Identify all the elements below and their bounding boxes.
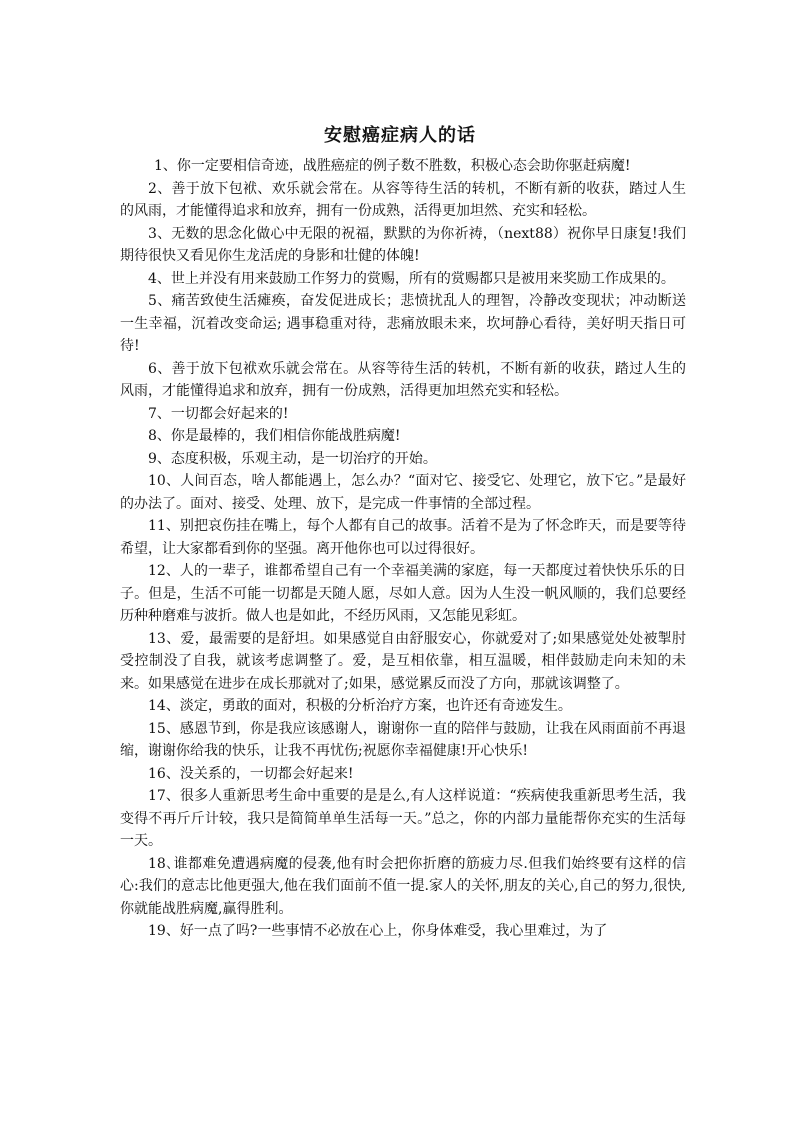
paragraph-12: 12、人的一辈子，谁都希望自己有一个幸福美满的家庭，每一天都度过着快快乐乐的日子。但是，生活不可能一切都是天随人愿，尽如人意。因为人生没一帆风顺的，我们总要经历种种磨难与波折。做人也是如此，不经历风雨，又怎能见彩虹。 [120,563,686,624]
document-body [120,155,686,943]
paragraph-5: 5、痛苦致使生活瘫痪，奋发促进成长；悲愤扰乱人的理智，冷静改变现状；冲动断送一生幸福，沉着改变命运; 遇事稳重对待，悲痛放眼未来，坎坷静心看待，美好明天指日可待! [120,293,686,354]
paragraph-7: 7、一切都会好起来的! [148,405,289,422]
paragraph-17: 17、很多人重新思考生命中重要的是是么,有人这样说道：“疾病使我重新思考生活，我变得不再斤斤计较，我只是简简单单生活每一天。”总之，你的内部力量能帮你充实的生活每一天。 [120,788,686,849]
paragraph-1: 1、你一定要相信奇迹，战胜癌症的例子数不胜数，积极心态会助你驱赶病魔! [154,158,631,174]
paragraph-10: 10、人间百态，啥人都能遇上，怎么办？“面对它、接受它、处理它，放下它。”是最好的办法了。面对、接受、处理、放下，是完成一件事情的全部过程。 [120,473,686,512]
paragraph-8: 8、你是最棒的，我们相信你能战胜病魔! [148,428,401,444]
paragraph-9: 9、态度积极，乐观主动，是一切治疗的开始。 [148,450,437,467]
paragraph-6: 6、善于放下包袱欢乐就会常在。从容等待生活的转机，不断有新的收获，踏过人生的风雨，才能懂得追求和放弃，拥有一份成熟，活得更加坦然充实和轻松。 [120,360,686,399]
paragraph-4: 4、世上并没有用来鼓励工作努力的赏赐，所有的赏赐都只是被用来奖励工作成果的。 [148,270,675,287]
paragraph-11: 11、别把哀伤挂在嘴上，每个人都有自己的故事。活着不是为了怀念昨天，而是要等待希望，让大家都看到你的坚强。离开他你也可以过得很好。 [120,518,686,557]
paragraph-15: 15、感恩节到，你是我应该感谢人，谢谢你一直的陪伴与鼓励，让我在风雨面前不再退缩，谢谢你给我的快乐，让我不再忧伤;祝愿你幸福健康!开心快乐! [120,720,686,759]
paragraph-14: 14、淡定，勇敢的面对，积极的分析治疗方案，也许还有奇迹发生。 [148,698,572,714]
paragraph-18: 18､谁都难免遭遇病魔的侵袭,他有时会把你折磨的筋疲力尽.但我们始终要有这样的信心:我们的意志比他更强大,他在我们面前不值一提.家人的关怀,朋友的关心,自己的努力,很快,你就能战胜病魔,赢得胜利。 [120,855,686,917]
paragraph-16: 16、没关系的，一切都会好起来! [148,765,354,782]
document-title: 安慰癌症病人的话 [324,125,476,146]
paragraph-2: 2、善于放下包袱、欢乐就会常在。从容等待生活的转机，不断有新的收获，踏过人生的风雨，才能懂得追求和放弃，拥有一份成熟，活得更加坦然、充实和轻松。 [120,180,686,219]
paragraph-19: 19、好一点了吗?一些事情不必放在心上，你身体难受，我心里难过，为了 [148,923,608,939]
paragraph-3: 3、无数的思念化做心中无限的祝福，默默的为你祈祷，（next88）祝你早日康复!我们期待很快又看见你生龙活虎的身影和壮健的体魄! [120,225,686,264]
paragraph-13: 13、爱，最需要的是舒坦。如果感觉自由舒服安心，你就爱对了;如果感觉处处被掣肘受控制没了自我，就该考虑调整了。爱，是互相依靠，相互温暖，相伴鼓励走向未知的未来。如果感觉在进步在成长那就对了;如果，感觉累反而没了方向，那就该调整了。 [120,630,686,692]
